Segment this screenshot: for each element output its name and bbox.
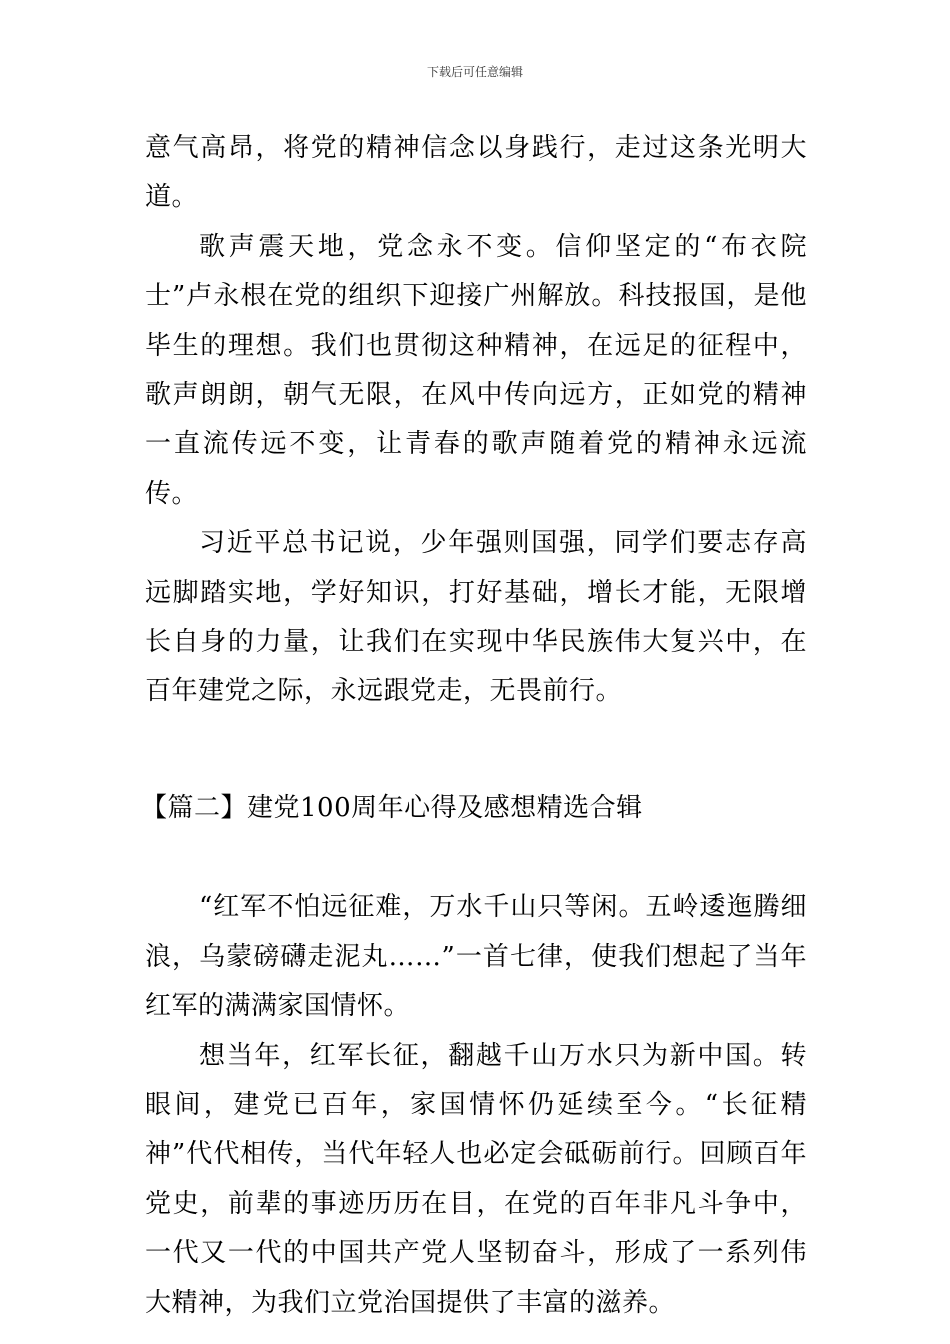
section-title: 【篇二】建党100周年心得及感想精选合辑 (141, 792, 643, 823)
page-header: 下载后可任意编辑 (426, 65, 523, 79)
paragraph: 想当年，红军长征，翻越千山万水只为新中国。转眼间，建党已百年，家国情怀仍延续至今。“长征精神”代代相传，当代年轻人也必定会砥砺前行。回顾百年党史，前辈的事迹历历在目，在党的百年非凡斗争中，一代又一代的中国共产党人坚韧奋斗，形成了一系列伟大精神，为我们立党治国提供了丰富的滋养。 (145, 1040, 807, 1318)
paragraph: “红军不怕远征难，万水千山只等闲。五岭逶迤腾细浪，乌蒙磅礴走泥丸……”一首七律，使我们想起了当年红军的满满家国情怀。 (145, 892, 807, 1022)
spacer (145, 717, 807, 735)
document-body (141, 124, 807, 1328)
paragraph: 歌声震天地，党念永不变。信仰坚定的“布衣院士”卢永根在党的组织下迎接广州解放。科技报国，是他毕生的理想。我们也贯彻这种精神，在远足的征程中，歌声朗朗，朝气无限，在风中传向远方，正如党的精神一直流传远不变，让青春的歌声随着党的精神永远流传。 (145, 231, 807, 509)
paragraph: 习近平总书记说，少年强则国强，同学们要志存高远脚踏实地，学好知识，打好基础，增长才能，无限增长自身的力量，让我们在实现中华民族伟大复兴中，在百年建党之际，永远跟党走，无畏前行。 (145, 528, 807, 707)
paragraph-continuation: 意气高昂，将党的精神信念以身践行，走过这条光明大道。 (145, 133, 807, 213)
